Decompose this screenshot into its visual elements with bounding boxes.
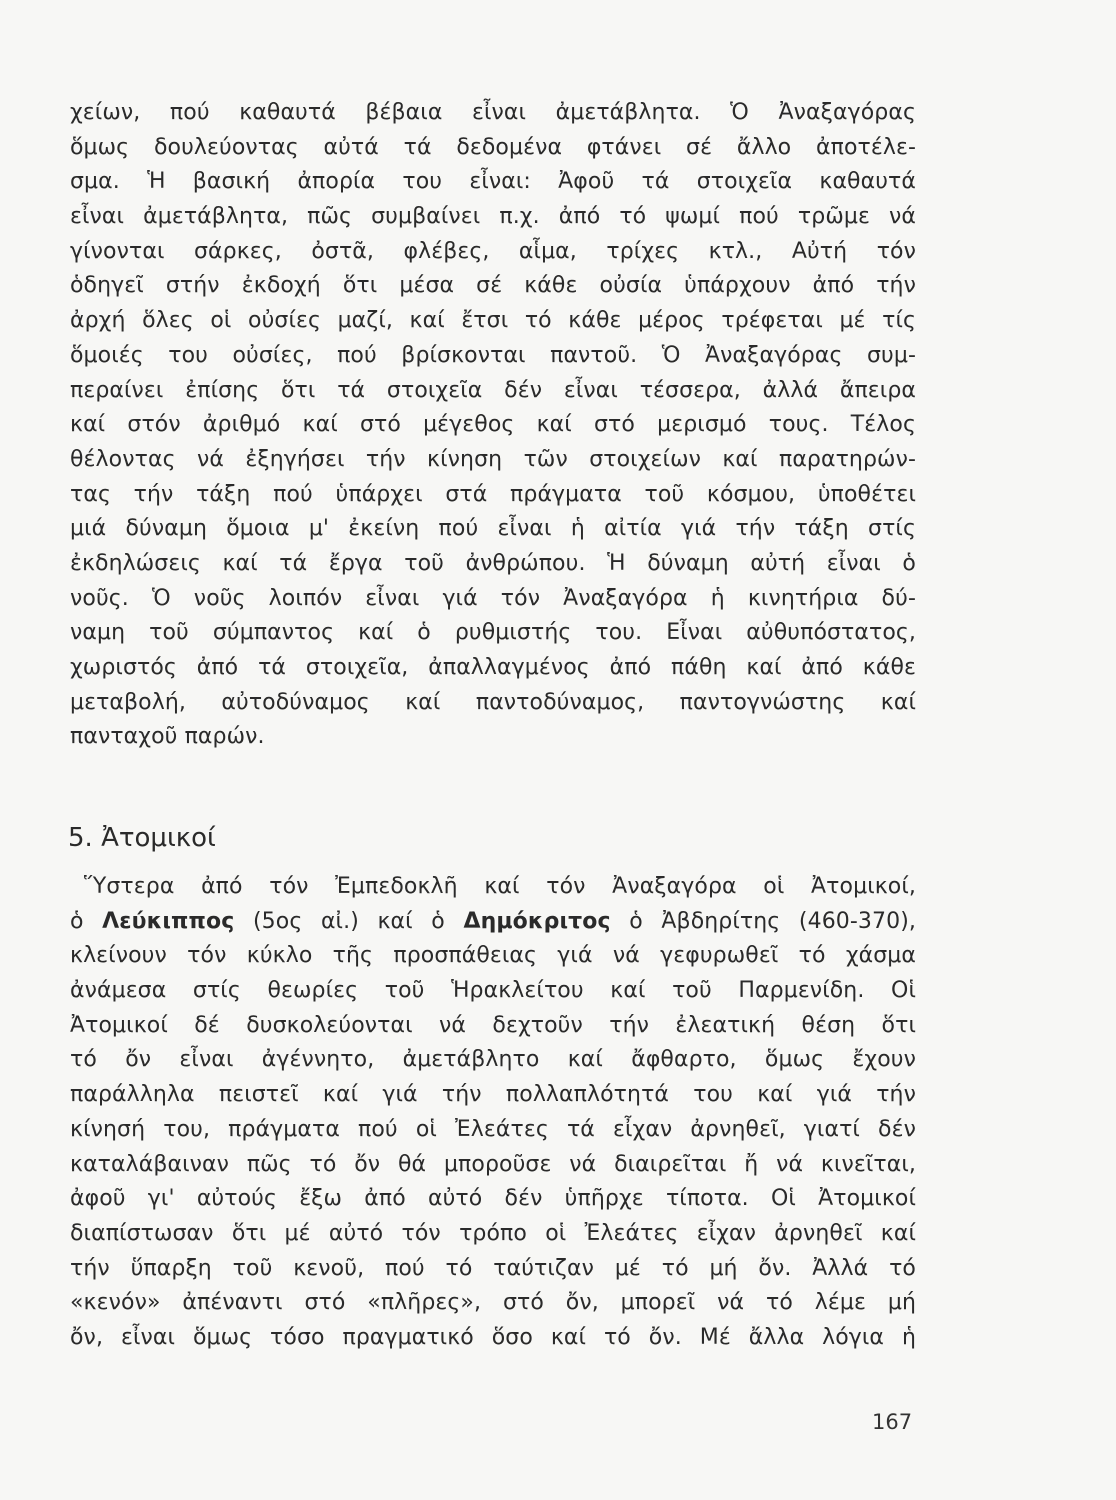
text-line <box>70 905 916 940</box>
text-fragment: ὁ <box>70 908 103 934</box>
text-line: χείων, πού καθαυτά βέβαια εἶναι ἀμετάβλητα. Ὁ Ἀναξαγόρας <box>70 100 916 125</box>
text-line: ἀνάμεσα στίς θεωρίες τοῦ Ἡρακλείτου καί τοῦ Παρμενίδη. Οἱ <box>70 978 916 1004</box>
text-line: περαίνει ἐπίσης ὅτι τά στοιχεῖα δέν εἶναι τέσσερα, ἀλλά ἄπειρα <box>70 377 916 403</box>
text-line: παράλληλα πειστεῖ καί γιά τήν πολλαπλότητά του καί γιά τήν <box>70 1082 916 1108</box>
text-line: ἐκδηλώσεις καί τά ἔργα τοῦ ἀνθρώπου. Ἡ δύναμη αὐτή εἶναι ὁ <box>70 550 916 576</box>
paragraph-anaxagoras <box>70 96 916 755</box>
text-line: μεταβολή, αὐτοδύναμος καί παντοδύναμος, παντογνώστης καί <box>70 689 916 715</box>
name-leucippus: Λεύκιππος <box>102 908 235 934</box>
text-line: ναμη τοῦ σύμπαντος καί ὁ ρυθμιστής του. Εἶναι αὐθυπόστατος, <box>70 620 916 646</box>
text-line: μιά δύναμη ὅμοια μ' ἐκείνη πού εἶναι ἡ αἰτία γιά τήν τάξη στίς <box>70 516 916 542</box>
text-fragment: ὁ Ἀβδηρίτης (460-370), <box>610 908 916 934</box>
text-line: σμα. Ἡ βασική ἀπορία του εἶναι: Ἀφοῦ τά στοιχεῖα καθαυτά <box>70 169 916 195</box>
text-line: γίνονται σάρκες, ὀστᾶ, φλέβες, αἷμα, τρίχες κτλ., Αὐτή τόν <box>70 238 916 264</box>
text-fragment: Ὕστερα ἀπό τόν Ἐμπεδοκλῆ καί τόν Ἀναξαγόρα οἱ Ἀτομικοί, <box>84 874 916 899</box>
text-line: τας τήν τάξη πού ὑπάρχει στά πράγματα τοῦ κόσμου, ὑποθέτει <box>70 481 916 507</box>
text-line: Ἀτομικοί δέ δυσκολεύονται νά δεχτοῦν τήν ἐλεατική θέση ὅτι <box>70 1012 916 1038</box>
text-line: ὄν, εἶναι ὅμως τόσο πραγματικό ὅσο καί τό ὄν. Μέ ἄλλα λόγια ἡ <box>70 1324 916 1350</box>
text-line: ὅμως δουλεύοντας αὐτά τά δεδομένα φτάνει σέ ἄλλο ἀποτέλε- <box>70 134 916 160</box>
text-line: χωριστός ἀπό τά στοιχεῖα, ἀπαλλαγμένος ἀπό πάθη καί ἀπό κάθε <box>70 655 916 680</box>
text-line: ἀφοῦ γι' αὐτούς ἔξω ἀπό αὐτό δέν ὑπῆρχε τίποτα. Οἱ Ἀτομικοί <box>70 1186 916 1212</box>
text-line: ὁδηγεῖ στήν ἐκδοχή ὅτι μέσα σέ κάθε οὐσία ὑπάρχουν ἀπό τήν <box>70 273 916 299</box>
text-line: καταλάβαιναν πῶς τό ὄν θά μποροῦσε νά διαιρεῖται ἤ νά κινεῖται, <box>70 1151 916 1177</box>
text-line: διαπίστωσαν ὅτι μέ αὐτό τόν τρόπο οἱ Ἐλεάτες εἶχαν ἀρνηθεῖ καί <box>70 1220 916 1246</box>
text-line: τό ὄν εἶναι ἀγέννητο, ἀμετάβλητο καί ἄφθαρτο, ὅμως ἔχουν <box>70 1047 916 1073</box>
text-line: ὅμοιές του οὐσίες, πού βρίσκονται παντοῦ. Ὁ Ἀναξαγόρας συμ- <box>70 342 916 368</box>
text-line: κίνησή του, πράγματα πού οἱ Ἐλεάτες τά εἶχαν ἀρνηθεῖ, γιατί δέν <box>70 1116 916 1142</box>
text-line <box>70 870 916 905</box>
text-line: τήν ὕπαρξη τοῦ κενοῦ, πού τό ταύτιζαν μέ τό μή ὄν. Ἀλλά τό <box>70 1255 916 1281</box>
text-line: θέλοντας νά ἐξηγήσει τήν κίνηση τῶν στοιχείων καί παρατηρών- <box>70 446 916 472</box>
section-heading: 5. Ἀτομικοί <box>68 823 216 853</box>
text-line: πανταχοῦ παρών. <box>70 724 265 750</box>
text-line: κλείνουν τόν κύκλο τῆς προσπάθειας γιά νά γεφυρωθεῖ τό χάσμα <box>70 943 916 969</box>
text-line: «κενόν» ἀπέναντι στό «πλῆρες», στό ὄν, μπορεῖ νά τό λέμε μή <box>70 1290 916 1316</box>
text-line: ἀρχή ὅλες οἱ οὐσίες μαζί, καί ἔτσι τό κάθε μέρος τρέφεται μέ τίς <box>70 308 916 334</box>
name-democritus: Δημόκριτος <box>463 908 611 934</box>
text-line: νοῦς. Ὁ νοῦς λοιπόν εἶναι γιά τόν Ἀναξαγόρα ἡ κινητήρια δύ- <box>70 585 916 611</box>
text-line: εἶναι ἀμετάβλητα, πῶς συμβαίνει π.χ. ἀπό τό ψωμί πού τρῶμε νά <box>70 204 916 230</box>
page-number: 167 <box>872 1410 913 1434</box>
text-fragment: (5ος αἰ.) καί ὁ <box>234 908 464 934</box>
text-line: καί στόν ἀριθμό καί στό μέγεθος καί στό μερισμό τους. Τέλος <box>70 412 916 438</box>
paragraph-atomists <box>70 870 916 1356</box>
